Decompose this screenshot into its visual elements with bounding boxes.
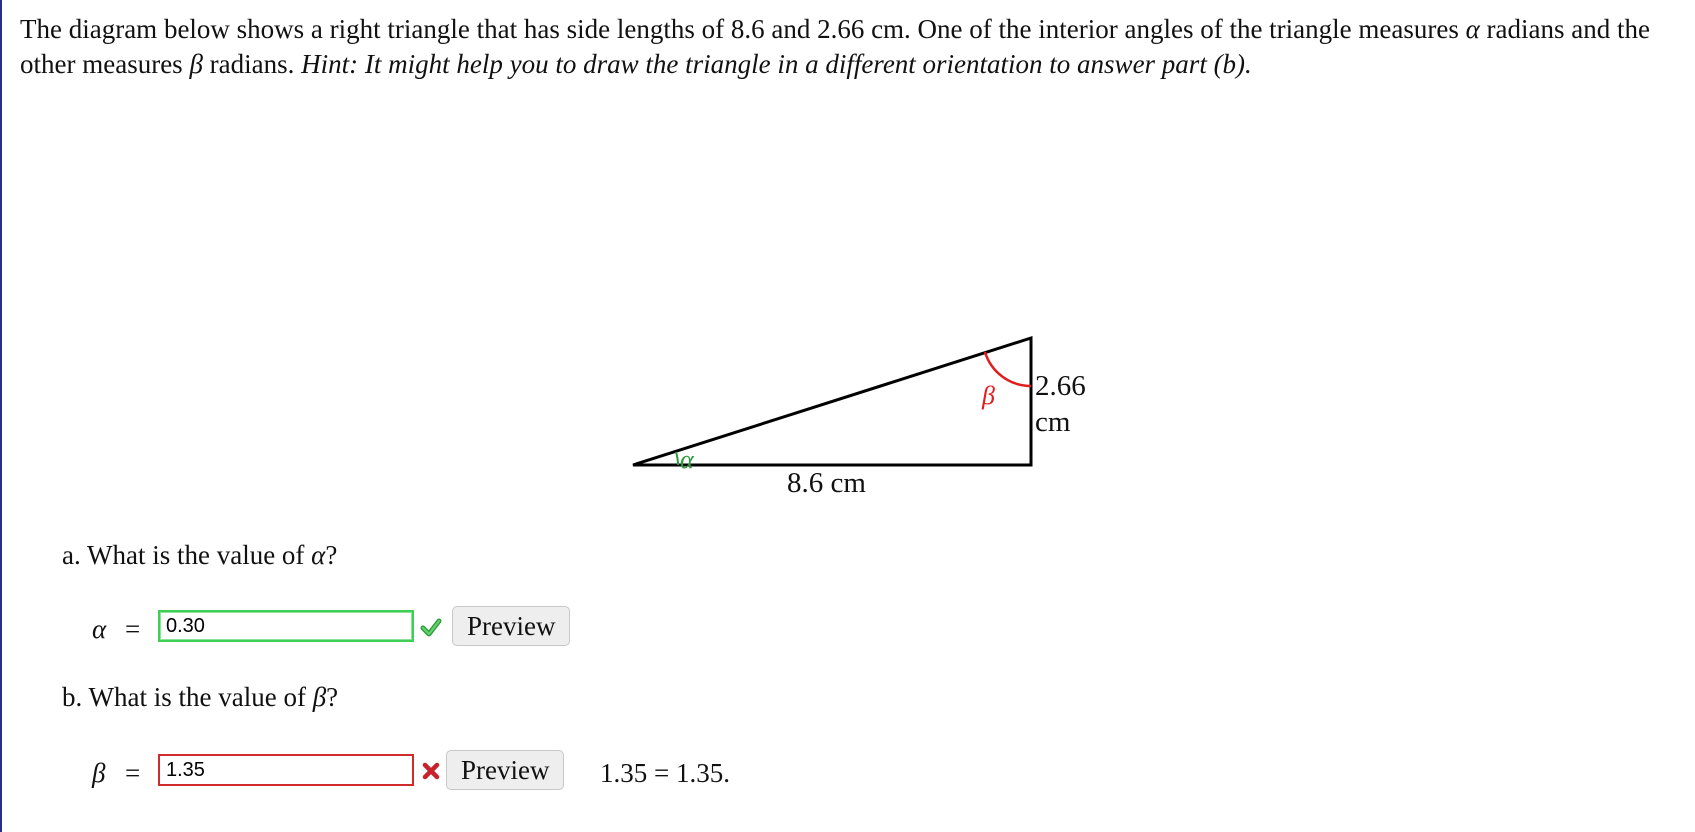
base-label: 8.6 cm [787, 467, 866, 499]
question-a [62, 538, 337, 572]
problem-statement [20, 12, 1690, 82]
cross-icon [420, 760, 442, 782]
alpha-var-label: α [92, 614, 107, 644]
height-label-line1: 2.66 [1035, 370, 1086, 402]
preview-button-a[interactable]: Preview [452, 606, 570, 646]
alpha-symbol: α [1465, 14, 1480, 44]
question-b-suffix: ? [326, 682, 339, 712]
question-b-symbol: β [312, 682, 327, 712]
question-b [62, 680, 338, 714]
answer-feedback: 1.35 = 1.35. [600, 758, 730, 788]
equals-sign: = [125, 758, 141, 788]
triangle-shape [633, 338, 1031, 465]
alpha-label: α [680, 445, 694, 474]
problem-text-3: radians. [202, 49, 302, 79]
question-a-symbol: α [311, 540, 326, 570]
alpha-angle-arc [676, 452, 678, 465]
beta-angle-arc [985, 352, 1031, 386]
height-label-line2: cm [1035, 406, 1071, 438]
preview-button-b[interactable]: Preview [446, 750, 564, 790]
problem-text-2: radians and the other measures [20, 14, 1650, 79]
alpha-answer-input[interactable] [158, 610, 414, 642]
beta-answer-input[interactable] [158, 754, 414, 786]
beta-var-label: β [92, 758, 106, 788]
checkmark-icon [420, 616, 442, 638]
hint-label: Hint: [301, 49, 359, 79]
beta-symbol: β [189, 49, 203, 79]
left-border [0, 0, 2, 832]
equals-sign: = [125, 614, 141, 644]
question-a-prefix: a. What is the value of [62, 540, 312, 570]
problem-text-1: The diagram below shows a right triangle that has side lengths of 8.6 and 2.66 cm. One of the interior angles of the triangle measures [20, 14, 1466, 44]
question-a-suffix: ? [325, 540, 338, 570]
beta-label: β [982, 381, 995, 410]
question-b-prefix: b. What is the value of [62, 682, 313, 712]
hint-text: It might help you to draw the triangle in a different orientation to answer part (b). [358, 49, 1252, 79]
